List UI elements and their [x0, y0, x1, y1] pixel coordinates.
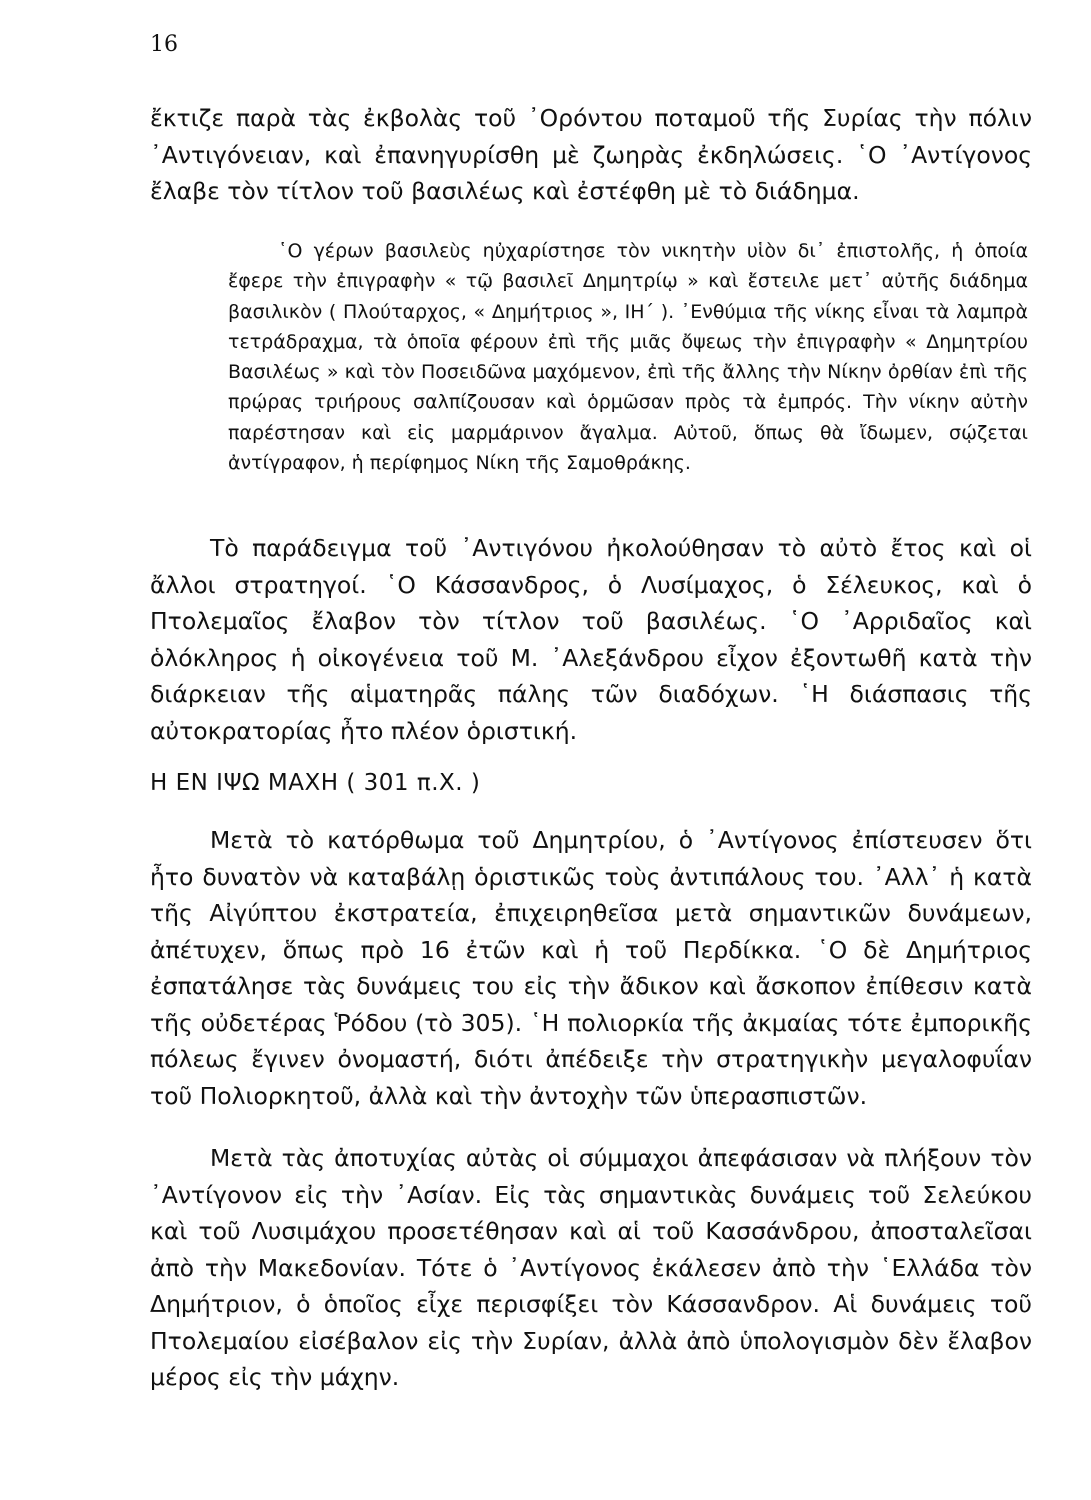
paragraph-allies-asia: Μετὰ τὰς ἀποτυχίας αὐτὰς οἱ σύμμαχοι ἀπεφάσισαν νὰ πλήξουν τὸν ᾿Αντίγονον εἰς τὴν ᾿Ασίαν. Εἰς τὰς σημαντικὰς δυνάμεις τοῦ Σελεύκου καὶ τοῦ Λυσιμάχου προσετέθησαν καὶ αἱ τοῦ Κασσάνδρου, ἀποσταλεῖσαι ἀπὸ τὴν Μακεδονίαν. Τότε ὁ ᾿Αντίγονος ἐκάλεσεν ἀπὸ τὴν ῾Ελλάδα τὸν Δημήτριον, ὁ ὁποῖος εἶχε περισφίξει τὸν Κάσσανδρον. Αἱ δυνάμεις τοῦ Πτολεμαίου εἰσέβαλον εἰς τὴν Συρίαν, ἀλλὰ ἀπὸ ὑπολογισμὸν δὲν ἔλαβον μέρος εἰς τὴν μάχην.: [150, 1144, 1032, 1391]
section-heading-ipsus: Η ΕΝ ΙΨΩ ΜΑΧΗ ( 301 π.Χ. ): [150, 770, 481, 796]
paragraph-antigoneia: ἔκτιζε παρὰ τὰς ἐκβολὰς τοῦ ᾿Ορόντου ποταμοῦ τῆς Συρίας τὴν πόλιν ᾿Αντιγόνειαν, καὶ ἐπανηγυρίσθη μὲ ζωηρὰς ἐκδηλώσεις. ῾Ο ᾿Αντίγονος ἔλαβε τὸν τίτλον τοῦ βασιλέως καὶ ἐστέφθη μὲ τὸ διάδημα.: [150, 104, 1032, 205]
page-number: 16: [150, 32, 178, 57]
note-paragraph-letter-and-coins: ῾Ο γέρων βασιλεὺς ηὐχαρίστησε τὸν νικητὴν υἱὸν δι᾿ ἐπιστολῆς, ἡ ὁποία ἔφερε τὴν ἐπιγραφὴν « τῷ βασιλεῖ Δημητρίῳ » καὶ ἔστειλε μετ᾿ αὐτῆς διάδημα βασιλικὸν ( Πλούταρχος, « Δημήτριος », ΙΗ΄ ). ᾿Ενθύμια τῆς νίκης εἶναι τὰ λαμπρὰ τετράδραχμα, τὰ ὁποῖα φέρουν ἐπὶ τῆς μιᾶς ὄψεως τὴν ἐπιγραφὴν « Δημητρίου Βασιλέως » καὶ τὸν Ποσειδῶνα μαχόμενον, ἐπὶ τῆς ἄλλης τὴν Νίκην ὀρθίαν ἐπὶ τῆς πρῴρας τριήρους σαλπίζουσαν καὶ ὁρμῶσαν πρὸς τὰ ἐμπρός. Τὴν νίκην αὐτὴν παρέστησαν καὶ εἰς μαρμάρινον ἄγαλμα. Αὐτοῦ, ὅπως θὰ ἴδωμεν, σῴζεται ἀντίγραφον, ἡ περίφημος Νίκη τῆς Σαμοθράκης.: [228, 240, 1028, 475]
paragraph-demetrius-campaign: Μετὰ τὸ κατόρθωμα τοῦ Δημητρίου, ὁ ᾿Αντίγονος ἐπίστευσεν ὅτι ἦτο δυνατὸν νὰ καταβάλῃ ὁριστικῶς τοὺς ἀντιπάλους του. ᾿Αλλ᾿ ἡ κατὰ τῆς Αἰγύπτου ἐκστρατεία, ἐπιχειρηθεῖσα μετὰ σημαντικῶν δυνάμεων, ἀπέτυχεν, ὅπως πρὸ 16 ἐτῶν καὶ ἡ τοῦ Περδίκκα. ῾Ο δὲ Δημήτριος ἐσπατάλησε τὰς δυνάμεις του εἰς τὴν ἄδικον καὶ ἄσκοπον ἐπίθεσιν κατὰ τῆς οὐδετέρας Ῥόδου (τὸ 305). ῾Η πολιορκία τῆς ἀκμαίας τότε ἐμπορικῆς πόλεως ἔγινεν ὀνομαστή, διότι ἀπέδειξε τὴν στρατηγικὴν μεγαλοφυΐαν τοῦ Πολιορκητοῦ, ἀλλὰ καὶ τὴν ἀντοχὴν τῶν ὑπερασπιστῶν.: [150, 826, 1032, 1110]
paragraph-kings-title: Τὸ παράδειγμα τοῦ ᾿Αντιγόνου ἠκολούθησαν τὸ αὐτὸ ἔτος καὶ οἱ ἄλλοι στρατηγοί. ῾Ο Κάσσανδρος, ὁ Λυσίμαχος, ὁ Σέλευκος, καὶ ὁ Πτολεμαῖος ἔλαβον τὸν τίτλον τοῦ βασιλέως. ῾Ο ᾿Αρριδαῖος καὶ ὁλόκληρος ἡ οἰκογένεια τοῦ Μ. ᾿Αλεξάνδρου εἶχον ἐξοντωθῆ κατὰ τὴν διάρκειαν τῆς αἱματηρᾶς πάλης τῶν διαδόχων. ῾Η διάσπασις τῆς αὐτοκρατορίας ἦτο πλέον ὁριστική.: [150, 534, 1032, 745]
